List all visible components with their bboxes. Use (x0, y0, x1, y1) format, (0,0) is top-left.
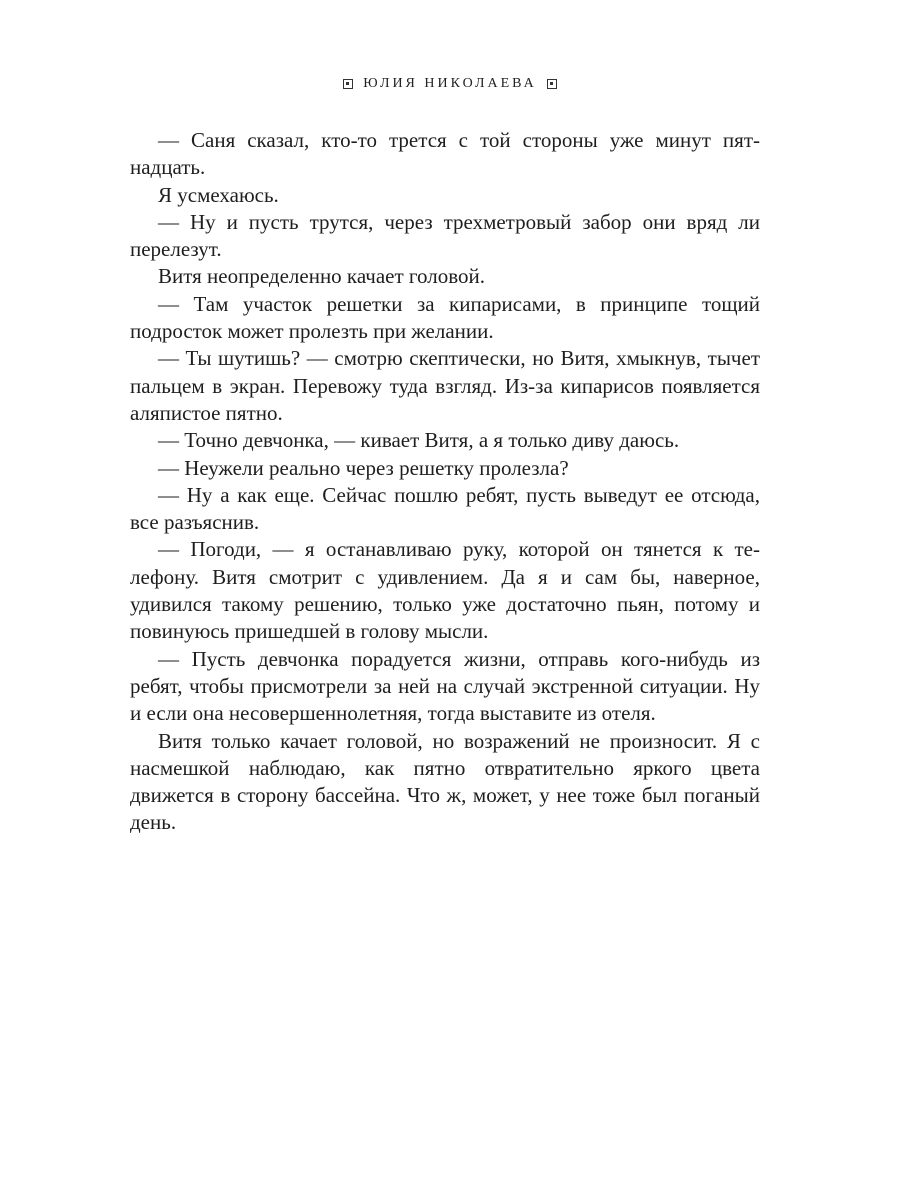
paragraph: — Ну и пусть трутся, через трехметровый забор они вряд ли перелезут. (130, 209, 760, 262)
paragraph: — Погоди, — я останавливаю руку, которой он тянется к телефону. Витя смотрит с удивлением. Да я и сам бы, наверное, удивился такому решению, только уже достаточно пьян, потому и повинуюсь пришедшей в голову мысли. (130, 537, 760, 644)
paragraph: — Пусть девчонка порадуется жизни, отправь кого-нибудь из ребят, чтобы присмотрели за ней на случай экстренной ситуации. Ну и если она несовершеннолетняя, тогда выставите из отеля. (130, 646, 760, 726)
paragraph: — Ну а как еще. Сейчас пошлю ребят, пусть выведут ее отсюда, все разъяснив. (130, 482, 760, 535)
paragraph: — Там участок решетки за кипарисами, в принципе тощий подросток может пролезть при желании. (130, 291, 760, 344)
body-text (130, 127, 760, 837)
square-ornament-icon (547, 79, 557, 89)
paragraph: — Саня сказал, кто-то трется с той стороны уже минут пятнадцать. (130, 128, 760, 180)
running-head (0, 76, 900, 92)
paragraph: — Неужели реально через решетку пролезла? (158, 455, 569, 480)
paragraph: Витя неопределенно качает головой. (158, 264, 485, 289)
paragraph: Витя только качает головой, но возражений не произносит. Я с насмешкой наблюдаю, как пятно отвратительно яркого цвета движется в сторону бассейна. Что ж, может, у нее тоже был поганый день. (130, 728, 760, 835)
paragraph: — Ты шутишь? — смотрю скептически, но Витя, хмыкнув, тычет пальцем в экран. Перевожу туда взгляд. Из-за кипарисов появляется аляпистое пятно. (130, 346, 760, 425)
paragraph: Я усмехаюсь. (158, 182, 279, 207)
paragraph: — Точно девчонка, — кивает Витя, а я только диву даюсь. (158, 428, 680, 453)
author-name: ЮЛИЯ НИКОЛАЕВА (363, 76, 537, 91)
square-ornament-icon (343, 79, 353, 89)
